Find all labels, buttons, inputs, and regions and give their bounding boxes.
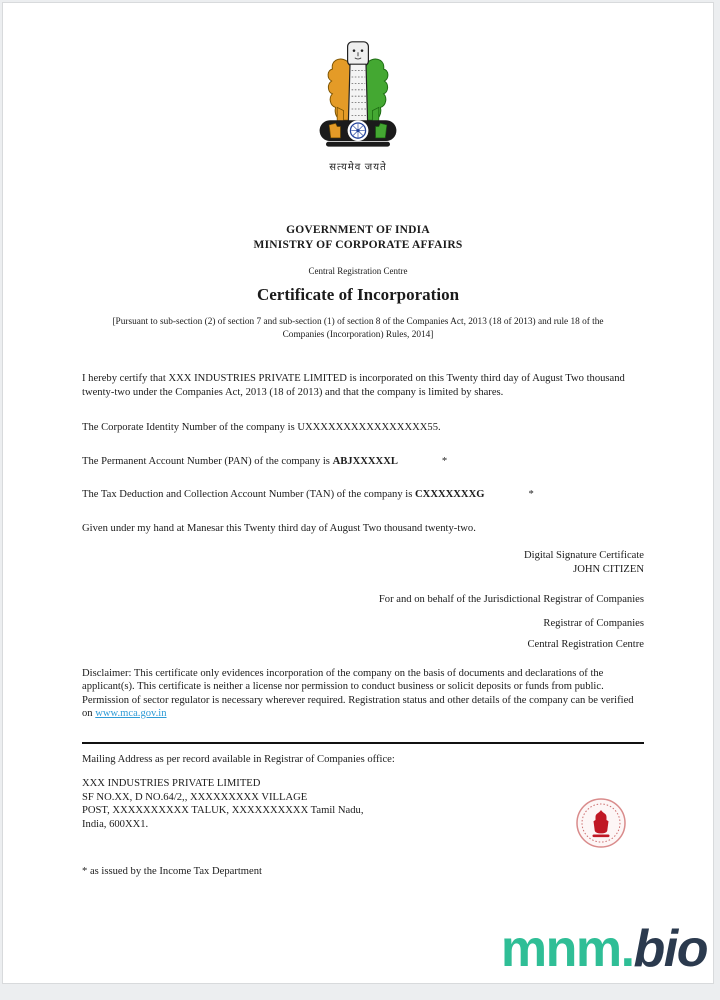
- mnm-bio-watermark: [500, 920, 707, 978]
- tan-asterisk: *: [528, 489, 534, 500]
- tan-value: CXXXXXXXG: [415, 489, 485, 500]
- address-line: POST, XXXXXXXXXX TALUK, XXXXXXXXXX Tamil Nadu,: [82, 805, 364, 816]
- address-line: India, 600XX1.: [82, 818, 149, 830]
- pursuant-clause: [Pursuant to sub-section (2) of section 7 and sub-section (1) of section 8 of the Companies Act, 2013 (18 of 2013) and rule 18 of the Companies (Incorporation) Rules, 2014]: [112, 317, 604, 340]
- pan-asterisk: *: [441, 455, 448, 467]
- tan-prefix: The Tax Deduction and Collection Account Number (TAN) of the company is: [82, 489, 416, 500]
- certificate-page: [2, 2, 714, 984]
- pan-value: ABJXXXXXL: [332, 455, 398, 467]
- pan-line: [82, 455, 644, 469]
- address-line: SF NO.XX, D NO.64/2,, XXXXXXXXX VILLAGE: [82, 791, 308, 803]
- registrar-red-seal: [575, 797, 627, 849]
- address-line: XXX INDUSTRIES PRIVATE LIMITED: [82, 778, 261, 789]
- on-behalf-line: For and on behalf of the Jurisdictional Registrar of Companies: [378, 594, 644, 605]
- logo-part-bio: bio: [633, 920, 707, 978]
- logo-part-mnm: mnm.: [500, 920, 634, 978]
- mailing-address-block: [82, 777, 644, 831]
- signatory-name: JOHN CITIZEN: [573, 563, 644, 575]
- government-heading: GOVERNMENT OF INDIA: [286, 224, 430, 236]
- disclaimer-text: Disclaimer: This certificate only evidences incorporation of the company on the basis of documents and declarations of the applicant(s). This certificate is neither a license nor permission to conduct business or solicit deposits or funds from public. Permission of sector regulator is necessary wherever required. Registration status and other details of the company can be verified on: [82, 667, 634, 719]
- certificate-title: Certificate of Incorporation: [256, 285, 460, 304]
- disclaimer-paragraph: [82, 667, 644, 721]
- pan-prefix: The Permanent Account Number (PAN) of the company is: [82, 455, 333, 467]
- document-header: [3, 223, 713, 341]
- given-under-hand-line: Given under my hand at Manesar this Twenty third day of August Two thousand twenty-two.: [82, 522, 476, 534]
- ministry-heading: MINISTRY OF CORPORATE AFFAIRS: [253, 239, 463, 251]
- digital-signature-label: Digital Signature Certificate: [523, 550, 644, 561]
- section-divider: [82, 742, 644, 744]
- lion-capital-emblem-icon: [310, 37, 406, 153]
- red-stamp-icon: [575, 797, 627, 849]
- mca-website-link[interactable]: www.mca.gov.in: [95, 708, 167, 719]
- emblem-motto: सत्यमेव जयते: [329, 162, 387, 173]
- central-registration-centre-line: Central Registration Centre: [527, 639, 644, 650]
- cin-line: The Corporate Identity Number of the company is UXXXXXXXXXXXXXXXX55.: [82, 422, 441, 433]
- india-national-emblem: [298, 37, 418, 173]
- signature-block: [82, 549, 644, 652]
- centre-subheading: Central Registration Centre: [308, 266, 408, 276]
- footnote: * as issued by the Income Tax Department: [82, 866, 262, 877]
- mailing-address-heading: Mailing Address as per record available in Registrar of Companies office:: [82, 753, 395, 765]
- registrar-line: Registrar of Companies: [543, 617, 644, 629]
- tan-line: [82, 488, 644, 502]
- certify-paragraph: I hereby certify that XXX INDUSTRIES PRIVATE LIMITED is incorporated on this Twenty third day of August Two thousand twenty-two under the Companies Act, 2013 (18 of 2013) and that the company is limited by shares.: [82, 373, 625, 398]
